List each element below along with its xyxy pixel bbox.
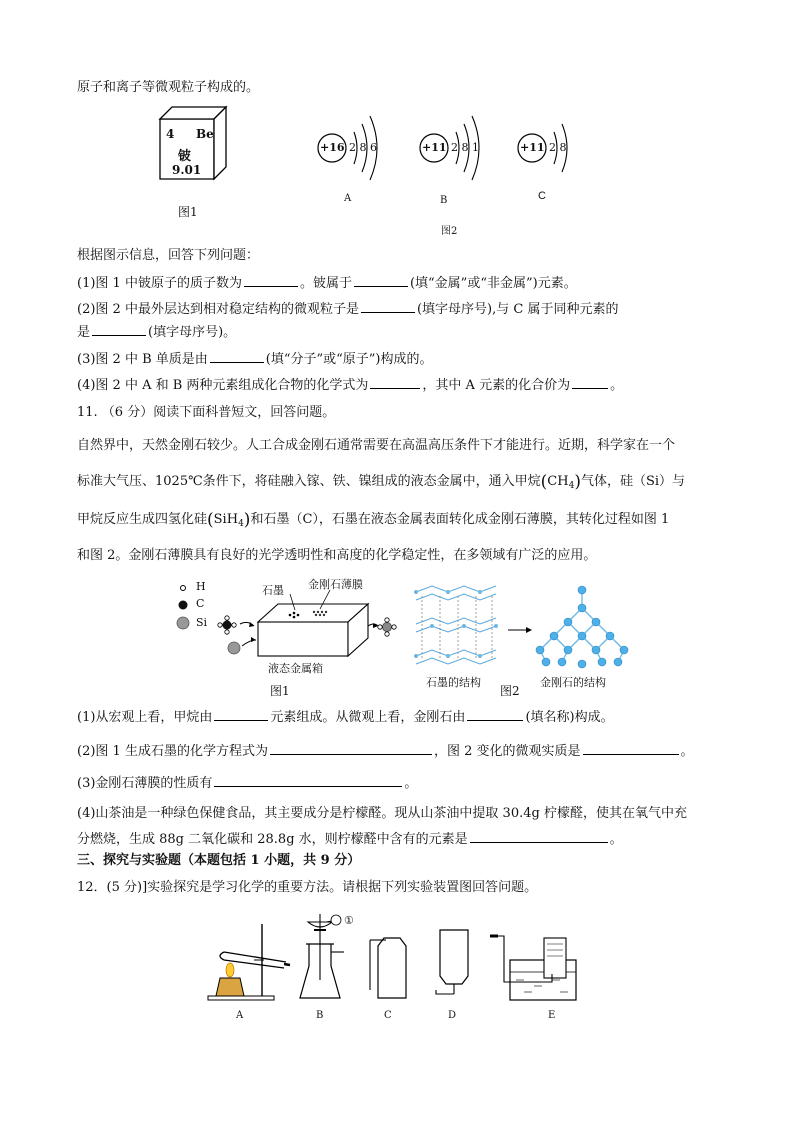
sih4-formula-sub: 4 bbox=[238, 519, 244, 529]
q11-p1-text-b: 元素组成。从微观上看，金刚石由 bbox=[270, 710, 466, 725]
q12-heading: 12．(5 分)]实验探究是学习化学的重要方法。请根据下列实验装置图回答问题。 bbox=[77, 880, 538, 895]
q11-p2-text-a: (2)图 1 生成石墨的化学方程式为 bbox=[77, 744, 268, 759]
atom-a-label: A bbox=[344, 193, 352, 204]
q11-fig2-caption: 图2 bbox=[500, 684, 520, 698]
atom-diagram-a bbox=[312, 108, 392, 188]
atom-a-nucleus: +16 bbox=[320, 141, 345, 154]
lab-apparatus-figure bbox=[204, 910, 584, 1022]
legend-si-label: Si bbox=[196, 616, 208, 629]
atom-b-electrons: 2 8 1 bbox=[451, 141, 479, 154]
element-symbol: Be bbox=[196, 127, 214, 141]
formula-paren-close: ) bbox=[243, 510, 251, 530]
diamond-structure-label: 金刚石的结构 bbox=[540, 676, 606, 689]
sih4-formula-main: SiH bbox=[213, 512, 239, 527]
element-name: 铍 bbox=[178, 149, 192, 164]
funnel-circle-label: ① bbox=[344, 914, 354, 927]
q11-part3 bbox=[77, 772, 417, 794]
q10-p3-blank[interactable] bbox=[210, 348, 264, 363]
atom-c-label: C bbox=[538, 190, 546, 202]
q10-p1-text-c: (填“金属”或“非金属”)元素。 bbox=[409, 276, 577, 291]
q11-para-line4: 和图 2。金刚石薄膜具有良好的光学透明性和高度的化学稳定性，在多领域有广泛的应用。 bbox=[77, 548, 597, 563]
legend-h-label: H bbox=[196, 580, 206, 593]
apparatus-d-label: D bbox=[448, 1010, 457, 1021]
q11-p2-blank-2[interactable] bbox=[583, 740, 679, 755]
q11-p3-blank[interactable] bbox=[214, 772, 402, 787]
q11-p1-text-a: (1)从宏观上看，甲烷由 bbox=[77, 710, 213, 725]
formula-paren-open: ( bbox=[207, 510, 214, 530]
q11-fig1-caption: 图1 bbox=[270, 684, 290, 698]
q10-p2-text-c: 是 bbox=[77, 325, 91, 340]
q10-p4-blank-1[interactable] bbox=[370, 374, 420, 389]
ch4-formula-sub: 4 bbox=[568, 481, 575, 491]
q10-p2-blank-1[interactable] bbox=[361, 298, 415, 313]
q11-p1-blank-1[interactable] bbox=[214, 706, 268, 721]
q11-p2-text-c: 。 bbox=[680, 744, 694, 759]
apparatus-c-label: C bbox=[384, 1010, 392, 1021]
atomic-number: 4 bbox=[166, 127, 175, 141]
q10-p2-blank-2[interactable] bbox=[92, 321, 146, 336]
atom-a-electrons: 2 8 6 bbox=[349, 141, 377, 154]
atom-b-label: B bbox=[440, 195, 448, 206]
section-3-heading: 三、探究与实验题（本题包括 1 小题，共 9 分） bbox=[77, 853, 361, 868]
fig1-caption: 图1 bbox=[178, 205, 198, 219]
liquid-metal-box-label: 液态金属箱 bbox=[268, 662, 323, 675]
q10-p1-text-b: 。铍属于 bbox=[299, 276, 352, 291]
lab-apparatus-drawing bbox=[204, 910, 584, 1022]
formula-paren-open: ( bbox=[540, 472, 548, 492]
q10-p4-text-b: ，其中 A 元素的化合价为 bbox=[422, 378, 571, 393]
q11-l3-text-a: 甲烷反应生成四氢化硅 bbox=[77, 512, 208, 527]
q10-p2-text-a: (2)图 2 中最外层达到相对稳定结构的微观粒子是 bbox=[77, 302, 359, 317]
q11-part2 bbox=[77, 740, 694, 762]
q10-part4 bbox=[77, 374, 623, 396]
q11-part4-line1: (4)山茶油是一种绿色保健食品，其主要成分是柠檬醛。现从山茶油中提取 30.4g 柠檬醛，使其在氧气中充 bbox=[77, 806, 687, 821]
diamond-film-label: 金刚石薄膜 bbox=[308, 578, 363, 591]
q10-p4-blank-2[interactable] bbox=[572, 374, 608, 389]
q11-para-line2 bbox=[77, 472, 685, 496]
apparatus-b-label: B bbox=[316, 1010, 324, 1021]
q11-p3-text-a: (3)金刚石薄膜的性质有 bbox=[77, 776, 213, 791]
atom-c-nucleus: +11 bbox=[520, 141, 545, 154]
q10-p1-text-a: (1)图 1 中铍原子的质子数为 bbox=[77, 276, 242, 291]
q10-part2-line2 bbox=[77, 321, 236, 343]
atomic-mass: 9.01 bbox=[172, 163, 202, 177]
q10-lead: 根据图示信息，回答下列问题： bbox=[77, 248, 260, 263]
q11-l2-text-b: 气体，硅（Si）与 bbox=[580, 474, 686, 489]
q10-p2-text-b: (填字母序号),与 C 属于同种元素的 bbox=[416, 302, 619, 317]
q11-l2-text-a: 标准大气压、1025℃条件下，将硅融入镓、铁、镍组成的液态金属中，通入甲烷 bbox=[77, 474, 541, 489]
ch4-formula-main: CH bbox=[547, 474, 569, 489]
q10-p1-blank-1[interactable] bbox=[244, 272, 298, 287]
graphite-structure-label: 石墨的结构 bbox=[426, 676, 481, 689]
q10-part2-line1 bbox=[77, 298, 618, 320]
q11-p4-text-b: 分燃烧，生成 88g 二氧化碳和 28.8g 水，则柠檬醛中含有的元素是 bbox=[77, 832, 468, 847]
legend-c-label: C bbox=[196, 597, 205, 610]
atom-diagram-c bbox=[512, 108, 592, 188]
atom-b-nucleus: +11 bbox=[422, 141, 447, 154]
apparatus-e-label: E bbox=[548, 1010, 556, 1021]
q11-p4-blank[interactable] bbox=[470, 828, 608, 843]
q11-figure-area bbox=[170, 578, 640, 700]
q10-p1-blank-2[interactable] bbox=[354, 272, 408, 287]
q10-p2-text-d: (填字母序号)。 bbox=[148, 325, 237, 340]
q11-part4-line2 bbox=[77, 828, 623, 850]
q10-p3-text-b: (填“分子”或“原子”)构成的。 bbox=[265, 352, 433, 367]
q11-p1-blank-2[interactable] bbox=[467, 706, 523, 721]
q10-p4-text-c: 。 bbox=[610, 378, 624, 393]
atom-diagram-b bbox=[414, 108, 494, 188]
intro-line: 原子和离子等微观粒子构成的。 bbox=[77, 80, 260, 95]
q11-p3-text-b: 。 bbox=[404, 776, 418, 791]
atom-c-electrons: 2 8 bbox=[549, 141, 567, 154]
q11-l3-text-b: 和石墨（C），石墨在液态金属表面转化成金刚石薄膜，其转化过程如图 1 bbox=[250, 512, 670, 527]
q11-p1-text-c: (填名称)构成。 bbox=[525, 710, 614, 725]
q11-p2-blank-1[interactable] bbox=[270, 740, 432, 755]
q10-p3-text-a: (3)图 2 中 B 单质是由 bbox=[77, 352, 208, 367]
formula-paren-close: ) bbox=[574, 472, 581, 492]
graphite-label: 石墨 bbox=[262, 584, 284, 597]
q11-para-line3 bbox=[77, 510, 669, 534]
element-cell-figure bbox=[158, 105, 230, 181]
q10-part1 bbox=[77, 272, 577, 294]
q11-p4-text-c: 。 bbox=[609, 832, 623, 847]
q11-p2-text-b: ，图 2 变化的微观实质是 bbox=[433, 744, 581, 759]
q11-heading: 11. （6 分）阅读下面科普短文，回答问题。 bbox=[77, 405, 336, 420]
apparatus-a-label: A bbox=[236, 1010, 244, 1021]
q11-part1 bbox=[77, 706, 614, 728]
q10-part3 bbox=[77, 348, 433, 370]
q11-para-line1: 自然界中，天然金刚石较少。人工合成金刚石通常需要在高温高压条件下才能进行。近期，科学家在一个 bbox=[77, 438, 676, 453]
fig2-caption: 图2 bbox=[441, 226, 458, 237]
q10-p4-text-a: (4)图 2 中 A 和 B 两种元素组成化合物的化学式为 bbox=[77, 378, 369, 393]
